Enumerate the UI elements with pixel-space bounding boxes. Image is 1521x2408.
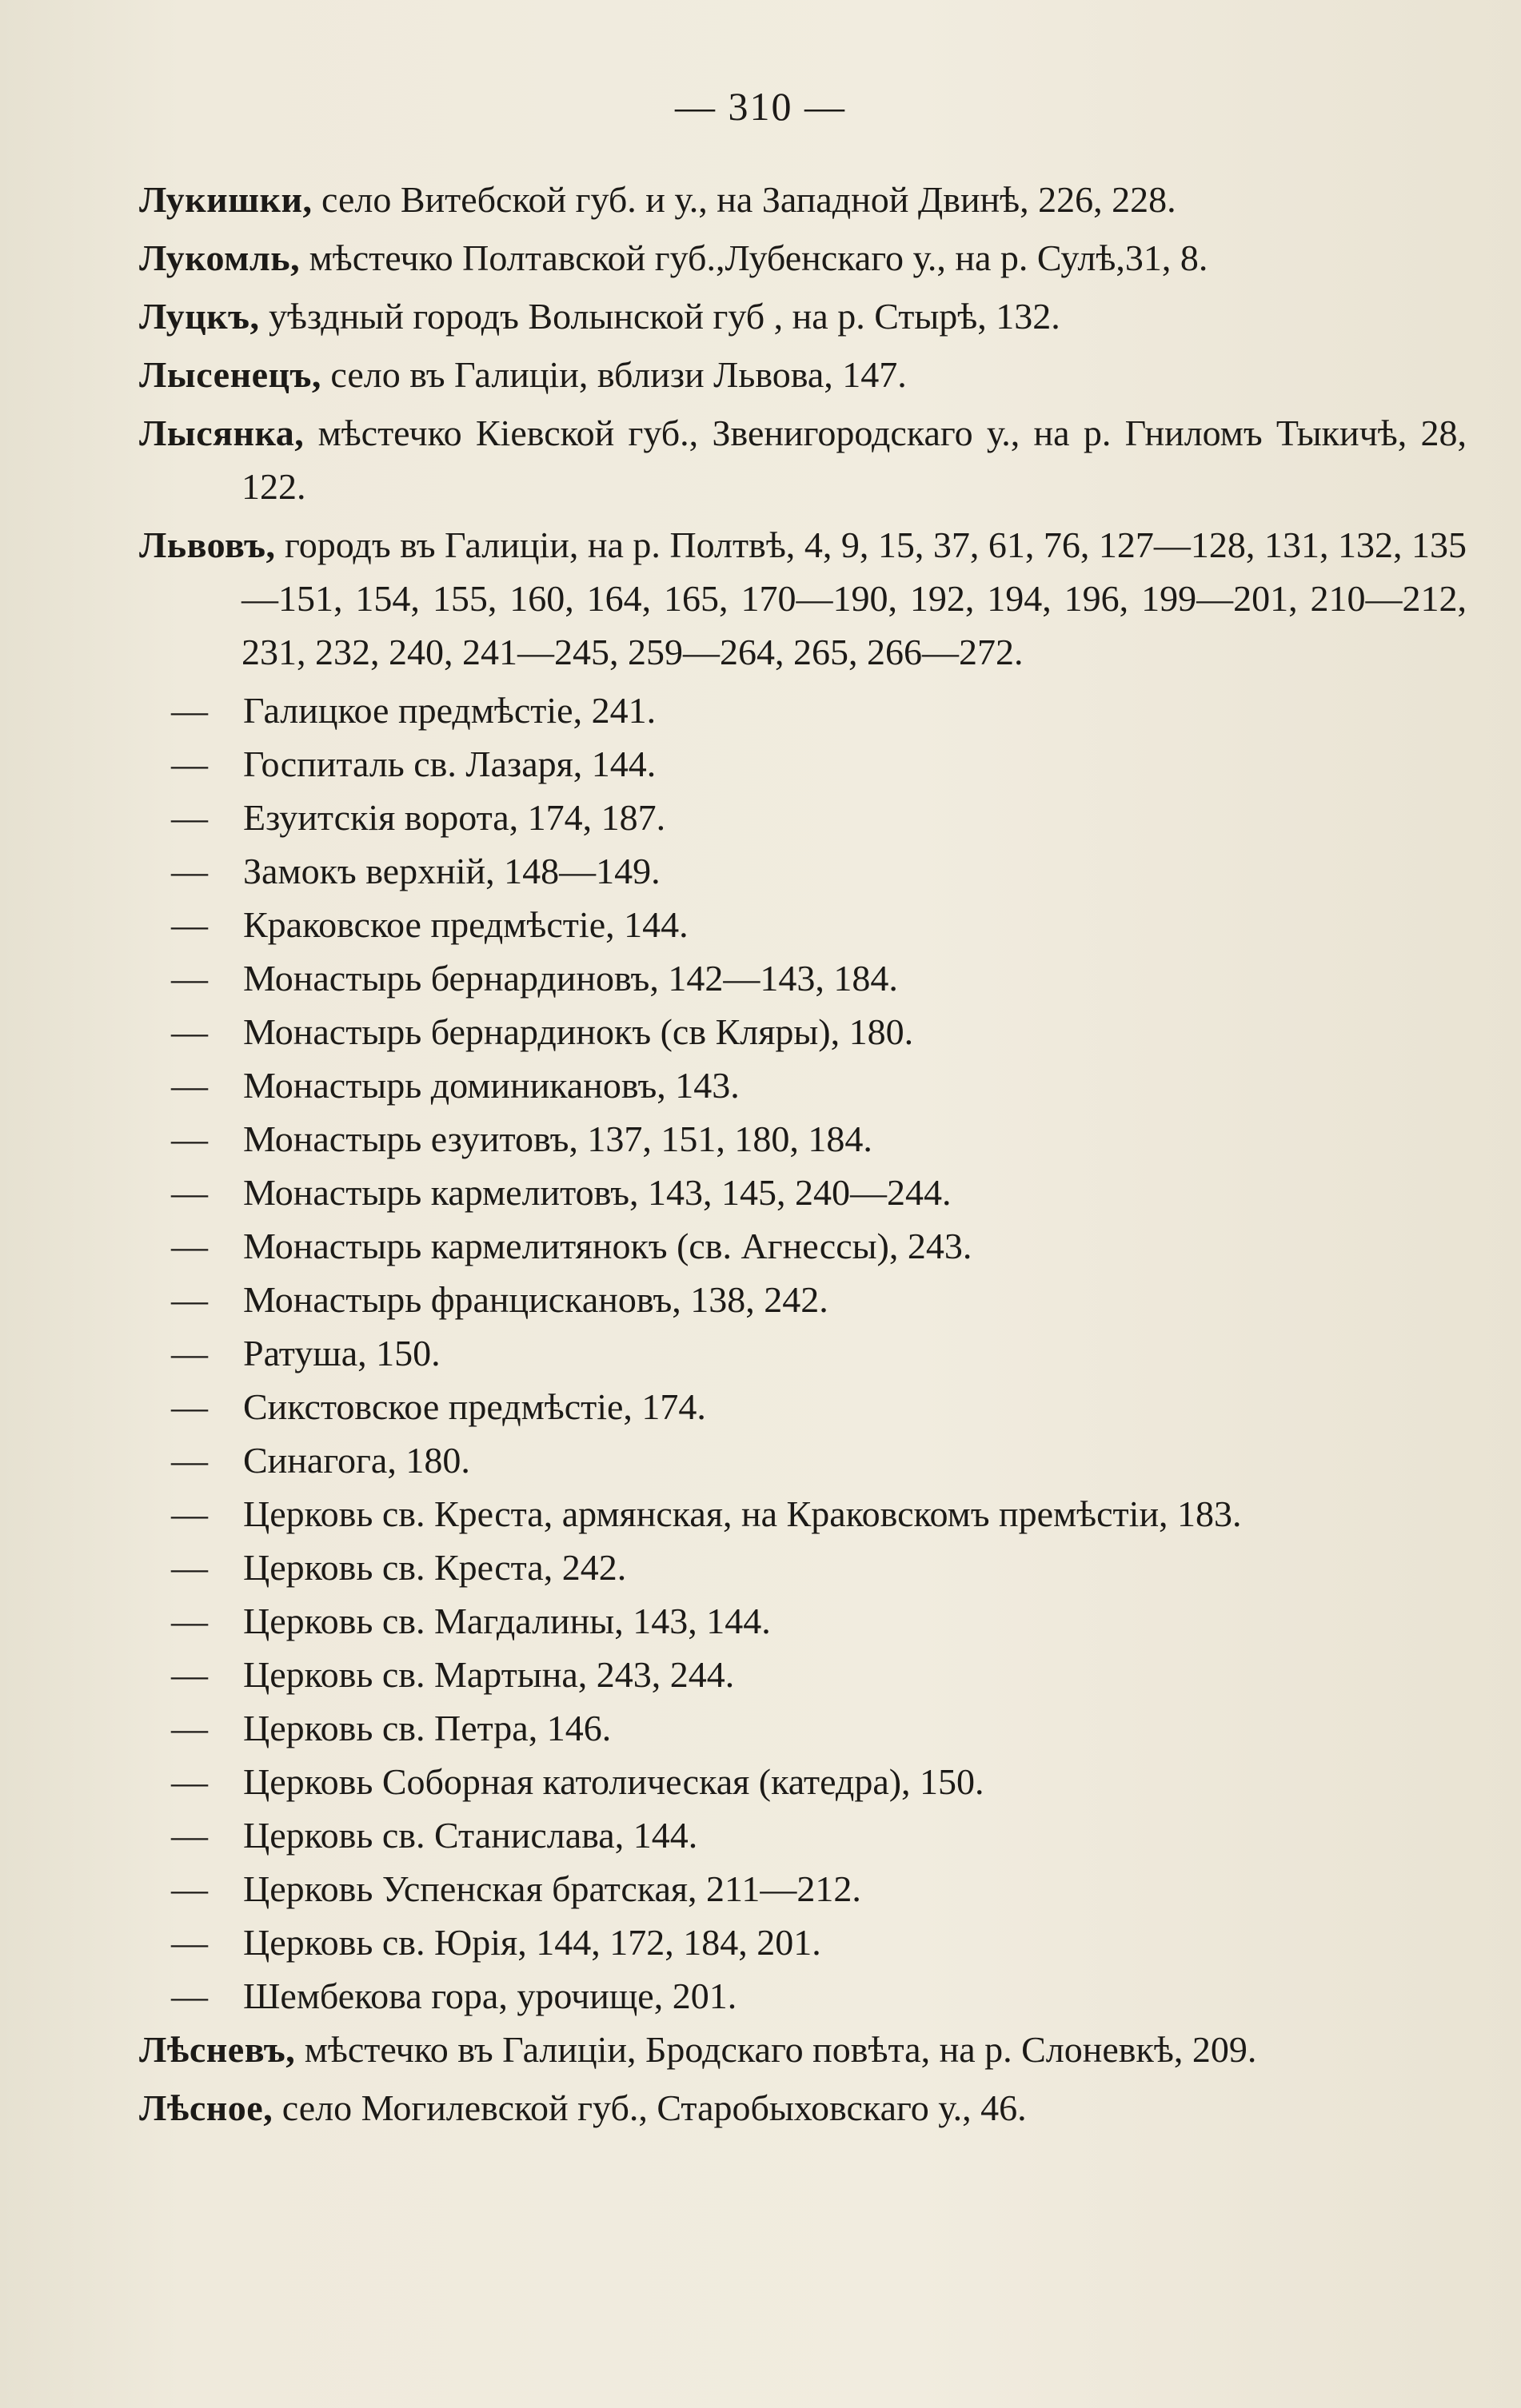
sub-entry-text: Церковь св. Мартына, 243, 244. (243, 1654, 735, 1695)
index-entry (139, 173, 1467, 226)
entry-headword: Львовъ, (139, 524, 276, 565)
entry-headword: Лѣсневъ, (139, 2029, 296, 2070)
sub-entry-dash: — (171, 851, 208, 891)
index-entry (139, 2023, 1467, 2076)
sub-entry-dash: — (171, 1493, 208, 1534)
sub-entry-text: Церковь св. Петра, 146. (243, 1708, 612, 1748)
sub-entry-dash: — (171, 1601, 208, 1641)
sub-entry-text: Монастырь францискановъ, 138, 242. (243, 1279, 828, 1320)
entry-text: село Витебской губ. и у., на Западной Двинѣ, 226, 228. (312, 179, 1176, 220)
entry-headword: Луцкъ, (139, 296, 260, 337)
entry-text: село въ Галиціи, вблизи Львова, 147. (321, 354, 907, 395)
sub-entry (139, 1969, 1467, 2023)
sub-entry (139, 1648, 1467, 1701)
sub-entry-dash: — (171, 744, 208, 784)
sub-entry-text: Монастырь бернардинокъ (св Кляры), 180. (243, 1011, 914, 1052)
sub-entry-text: Церковь св. Креста, армянская, на Краковскомъ премѣстіи, 183. (243, 1493, 1242, 1534)
sub-entry (139, 1916, 1467, 1969)
sub-entry-text: Езуитскія ворота, 174, 187. (243, 797, 666, 838)
sub-entry (139, 1112, 1467, 1166)
entry-headword: Лысенецъ, (139, 354, 321, 395)
index-entries (139, 173, 1467, 2139)
entry-text: городъ въ Галиціи, на р. Полтвѣ, 4, 9, 15, 37, 61, 76, 127—128, 131, 132, 135—151, 154, 155, 160, 164, 165, 170—190, 192, 194, 196, 199—201, 210—212, 231, 232, 240, 241—245, 259—264, 265, 266—272. (242, 524, 1467, 672)
sub-entry (139, 1808, 1467, 1862)
sub-entry-dash: — (171, 1226, 208, 1266)
sub-entry-dash: — (171, 904, 208, 945)
sub-entry-text: Монастырь бернардиновъ, 142—143, 184. (243, 958, 898, 999)
sub-entry-text: Краковское предмѣстіе, 144. (243, 904, 689, 945)
entry-text: мѣстечко въ Галиціи, Бродскаго повѣта, на р. Слоневкѣ, 209. (295, 2029, 1257, 2070)
sub-entry-dash: — (171, 1547, 208, 1588)
sub-entry-text: Шембекова гора, урочище, 201. (243, 1975, 737, 2016)
index-entry (139, 289, 1467, 343)
sub-entry (139, 1487, 1467, 1541)
sub-entry (139, 1273, 1467, 1326)
sub-entry (139, 951, 1467, 1005)
sub-entry (139, 1701, 1467, 1755)
sub-entry (139, 1380, 1467, 1433)
sub-entry-dash: — (171, 1868, 208, 1909)
sub-entry-text: Церковь Соборная католическая (катедра), 150. (243, 1761, 984, 1802)
sub-entry (139, 1219, 1467, 1273)
sub-entry (139, 844, 1467, 898)
sub-entry (139, 1862, 1467, 1916)
sub-entry-text: Церковь св. Юрія, 144, 172, 184, 201. (243, 1922, 821, 1963)
sub-entry-dash: — (171, 797, 208, 838)
sub-entry (139, 1058, 1467, 1112)
sub-entry-text: Ратуша, 150. (243, 1333, 441, 1373)
entry-text: уѣздный городъ Волынской губ , на р. Стырѣ, 132. (259, 296, 1060, 337)
sub-entry-dash: — (171, 1975, 208, 2016)
sub-entry-text: Синагога, 180. (243, 1440, 470, 1481)
entry-list-top (139, 173, 1467, 679)
sub-entry (139, 1326, 1467, 1380)
sub-entry-text: Церковь св. Креста, 242. (243, 1547, 627, 1588)
entry-headword: Лукомль, (139, 237, 301, 278)
sub-entry-text: Сикстовское предмѣстіе, 174. (243, 1386, 706, 1427)
sub-entry-dash: — (171, 1654, 208, 1695)
sub-entry-text: Церковь Успенская братская, 211—212. (243, 1868, 861, 1909)
index-entry (139, 406, 1467, 513)
sub-entry-dash: — (171, 1815, 208, 1856)
sub-entry-text: Церковь св. Станислава, 144. (243, 1815, 698, 1856)
sub-entry (139, 1433, 1467, 1487)
sub-entry-text: Монастырь доминикановъ, 143. (243, 1065, 740, 1106)
sub-entry-dash: — (171, 958, 208, 999)
sub-entry (139, 1005, 1467, 1058)
entry-headword: Лысянка, (139, 413, 305, 453)
index-entry (139, 231, 1467, 285)
sub-entry-dash: — (171, 1172, 208, 1213)
entry-text: село Могилевской губ., Старобыховскаго у., 46. (273, 2087, 1027, 2128)
entry-list-bottom (139, 2023, 1467, 2135)
index-entry (139, 518, 1467, 679)
sub-entry-dash: — (171, 1279, 208, 1320)
sub-entry-text: Замокъ верхній, 148—149. (243, 851, 661, 891)
sub-entry-dash: — (171, 1386, 208, 1427)
sub-entry-dash: — (171, 1333, 208, 1373)
sub-entry-dash: — (171, 1440, 208, 1481)
sub-entry (139, 684, 1467, 737)
sub-entry-text: Госпиталь св. Лазаря, 144. (243, 744, 657, 784)
sub-entry-dash: — (171, 1118, 208, 1159)
entry-text: мѣстечко Полтавской губ.,Лубенскаго у., на р. Сулѣ,31, 8. (300, 237, 1208, 278)
entry-headword: Лѣсное, (139, 2087, 273, 2128)
sub-entry-text: Галицкое предмѣстіе, 241. (243, 690, 657, 731)
index-entry (139, 348, 1467, 401)
sub-entry-dash: — (171, 690, 208, 731)
entry-text: мѣстечко Кіевской губ., Звенигородскаго у., на р. Гниломъ Тыкичѣ, 28, 122. (242, 413, 1467, 507)
sub-entry-text: Монастырь езуитовъ, 137, 151, 180, 184. (243, 1118, 872, 1159)
sub-entry-dash: — (171, 1922, 208, 1963)
entry-headword: Лукишки, (139, 179, 313, 220)
sub-entry-text: Церковь св. Магдалины, 143, 144. (243, 1601, 771, 1641)
sub-entry-dash: — (171, 1708, 208, 1748)
sub-entry-list (139, 684, 1467, 2023)
sub-entry (139, 1755, 1467, 1808)
index-entry (139, 2081, 1467, 2135)
sub-entry (139, 1166, 1467, 1219)
page-number: — 310 — (675, 84, 846, 129)
sub-entry (139, 737, 1467, 791)
sub-entry (139, 791, 1467, 844)
sub-entry (139, 898, 1467, 951)
sub-entry-text: Монастырь кармелитовъ, 143, 145, 240—244. (243, 1172, 952, 1213)
sub-entry-dash: — (171, 1065, 208, 1106)
sub-entry (139, 1541, 1467, 1594)
sub-entry-text: Монастырь кармелитянокъ (св. Агнессы), 243. (243, 1226, 972, 1266)
sub-entry-dash: — (171, 1761, 208, 1802)
sub-entry-dash: — (171, 1011, 208, 1052)
sub-entry (139, 1594, 1467, 1648)
